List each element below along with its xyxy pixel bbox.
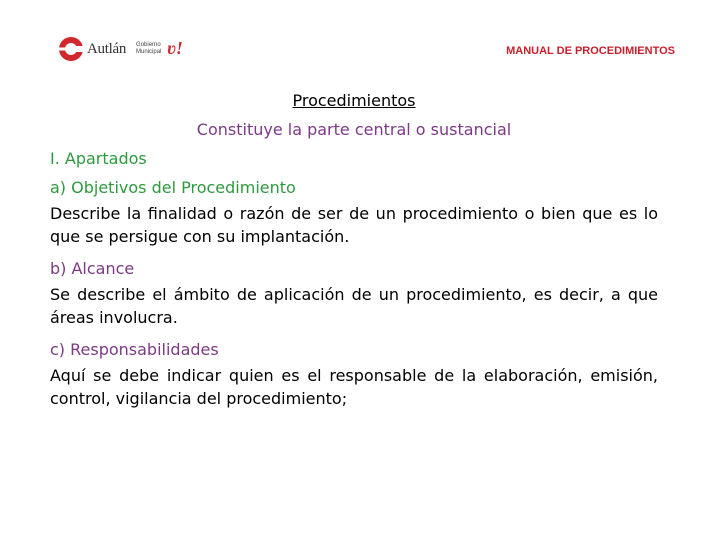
manual-title: MANUAL DE PROCEDIMIENTOS bbox=[506, 45, 675, 57]
item-heading: c) Responsabilidades bbox=[50, 340, 219, 359]
item-text: Aquí se debe indicar quien es el responsable de la elaboración, emisión, control, vigilancia del procedimiento; bbox=[50, 366, 658, 408]
item-text: Describe la finalidad o razón de ser de un procedimiento o bien que es lo que se persigue con su implantación. bbox=[50, 204, 658, 246]
autlan-logo-icon bbox=[58, 36, 84, 62]
item-heading: b) Alcance bbox=[50, 259, 135, 278]
item-text: Se describe el ámbito de aplicación de un procedimiento, es decir, a que áreas involucra. bbox=[50, 285, 658, 327]
slide-content bbox=[50, 86, 658, 416]
logo-subtext: Gobierno Municipal bbox=[136, 42, 162, 55]
header bbox=[0, 0, 720, 80]
section-heading: I. Apartados bbox=[50, 149, 147, 168]
logo-mark: ʋ! bbox=[167, 37, 183, 58]
item-responsabilidades bbox=[50, 335, 658, 410]
item-alcance bbox=[50, 254, 658, 329]
logo-text: Autlán bbox=[87, 40, 127, 57]
item-objetivos bbox=[50, 173, 658, 248]
page-subtitle: Constituye la parte central o sustancial bbox=[196, 120, 512, 139]
item-heading: a) Objetivos del Procedimiento bbox=[50, 178, 296, 197]
municipal-logo bbox=[58, 36, 183, 62]
page-title: Procedimientos bbox=[292, 91, 416, 110]
